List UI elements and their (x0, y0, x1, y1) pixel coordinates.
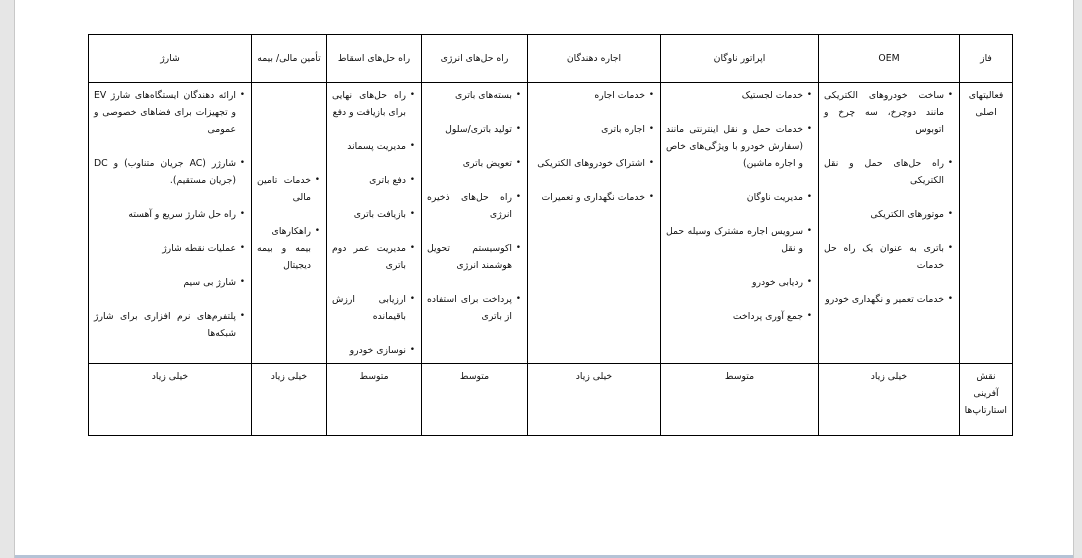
activity-item: • شارژر (AC جریان متناوب) و DC (جریان مستقیم). (94, 155, 236, 189)
activity-item: • راه حل‌های نهایی برای بازیافت و دفع (332, 87, 406, 121)
activity-item: • نوسازی خودرو (332, 342, 406, 359)
energy-activities-list (427, 87, 522, 325)
activity-item: • راه حل شارژ سریع و آهسته (94, 206, 236, 223)
charging-activities-cell (89, 83, 252, 364)
activity-item: • خدمات لجستیک (666, 87, 803, 104)
activity-item: • ارائه دهندگان ایستگاه‌های شارژ EV و تجهیزات برای فضاهای خصوصی و عمومی (94, 87, 236, 138)
role-label: نقش آفرینی استارتاپ‌ها (960, 364, 1013, 436)
activity-item: • ارزیابی ارزش باقیمانده (332, 291, 406, 325)
charging-activities-list (94, 87, 246, 342)
oem-activities-cell (819, 83, 960, 364)
end-of-life-role-level: متوسط (327, 364, 422, 436)
activity-item: • خدمات تعمیر و نگهداری خودرو (824, 291, 944, 308)
activity-item: • اشتراک خودروهای الکتریکی (533, 155, 645, 172)
ev-value-chain-table (88, 34, 1013, 436)
rental-role-level: خیلی زیاد (528, 364, 661, 436)
header-fleet-operator: اپراتور ناوگان (661, 35, 819, 83)
charging-role-level: خیلی زیاد (89, 364, 252, 436)
fleet-activities-cell (661, 83, 819, 364)
activity-item: • ساخت خودروهای الکتریکی مانند دو‌چرخ، سه چرخ و اتوبوس (824, 87, 944, 138)
activity-item: • بازیافت باتری (332, 206, 406, 223)
end-of-life-activities-cell (327, 83, 422, 364)
header-row (89, 35, 1013, 83)
header-end-of-life: راه حل‌های اسقاط (327, 35, 422, 83)
header-energy: راه حل‌های انرژی (422, 35, 528, 83)
fleet-role-level: متوسط (661, 364, 819, 436)
finance-activities-cell (252, 83, 327, 364)
oem-role-level: خیلی زیاد (819, 364, 960, 436)
header-rental: اجاره دهندگان (528, 35, 661, 83)
activity-item: • راه حل‌های حمل و نقل الکتریکی (824, 155, 944, 189)
energy-role-level: متوسط (422, 364, 528, 436)
activity-item: • خدمات حمل و نقل اینترنتی مانند (سفارش خودرو با ویژگی‌های خاص و اجاره ماشین) (666, 121, 803, 172)
activity-item: • خدمات تامین مالی (257, 172, 311, 206)
header-phase: فاز (960, 35, 1013, 83)
activity-item: • ردیابی خودرو (666, 274, 803, 291)
finance-activities-list (257, 172, 321, 274)
activity-item: • مدیریت پسماند (332, 138, 406, 155)
activity-item: • پلتفرم‌های نرم افزاری برای شارژ شبکه‌ها (94, 308, 236, 342)
rental-activities-cell (528, 83, 661, 364)
end-of-life-activities-list (332, 87, 416, 359)
header-finance: تأمین مالی/ بیمه (252, 35, 327, 83)
activity-item: • سرویس اجاره مشترک وسیله حمل و نقل (666, 223, 803, 257)
activity-item: • تعویض باتری (427, 155, 512, 172)
activity-item: • تولید باتری/سلول (427, 121, 512, 138)
activity-item: • پرداخت برای استفاده از باتری (427, 291, 512, 325)
activity-item: • عملیات نقطه شارژ (94, 240, 236, 257)
activity-item: • دفع باتری (332, 172, 406, 189)
activity-item: • مدیریت عمر دوم باتری (332, 240, 406, 274)
activity-item: • جمع آوری پرداخت (666, 308, 803, 325)
oem-activities-list (824, 87, 954, 308)
activity-item: • خدمات اجاره (533, 87, 645, 104)
activity-item: • راه حل‌های ذخیره انرژی (427, 189, 512, 223)
energy-activities-cell (422, 83, 528, 364)
activity-item: • شارژ بی سیم (94, 274, 236, 291)
rental-activities-list (533, 87, 655, 206)
header-oem: OEM (819, 35, 960, 83)
activity-item: • باتری به عنوان یک راه حل خدمات (824, 240, 944, 274)
startup-role-row (89, 364, 1013, 436)
activities-label: فعالیتهای اصلی (960, 83, 1013, 364)
activity-item: • مدیریت ناوگان (666, 189, 803, 206)
finance-role-level: خیلی زیاد (252, 364, 327, 436)
document-page (14, 0, 1074, 558)
fleet-activities-list (666, 87, 813, 325)
activity-item: • اکوسیستم تحویل هوشمند انرژی (427, 240, 512, 274)
activity-item: • خدمات نگهداری و تعمیرات (533, 189, 645, 206)
activity-item: • راهکارهای بیمه و بیمه دیجیتال (257, 223, 311, 274)
activity-item: • بسته‌های باتری (427, 87, 512, 104)
header-charging: شارژ (89, 35, 252, 83)
activity-item: • موتورهای الکتریکی (824, 206, 944, 223)
activities-row (89, 83, 1013, 364)
activity-item: • اجاره باتری (533, 121, 645, 138)
